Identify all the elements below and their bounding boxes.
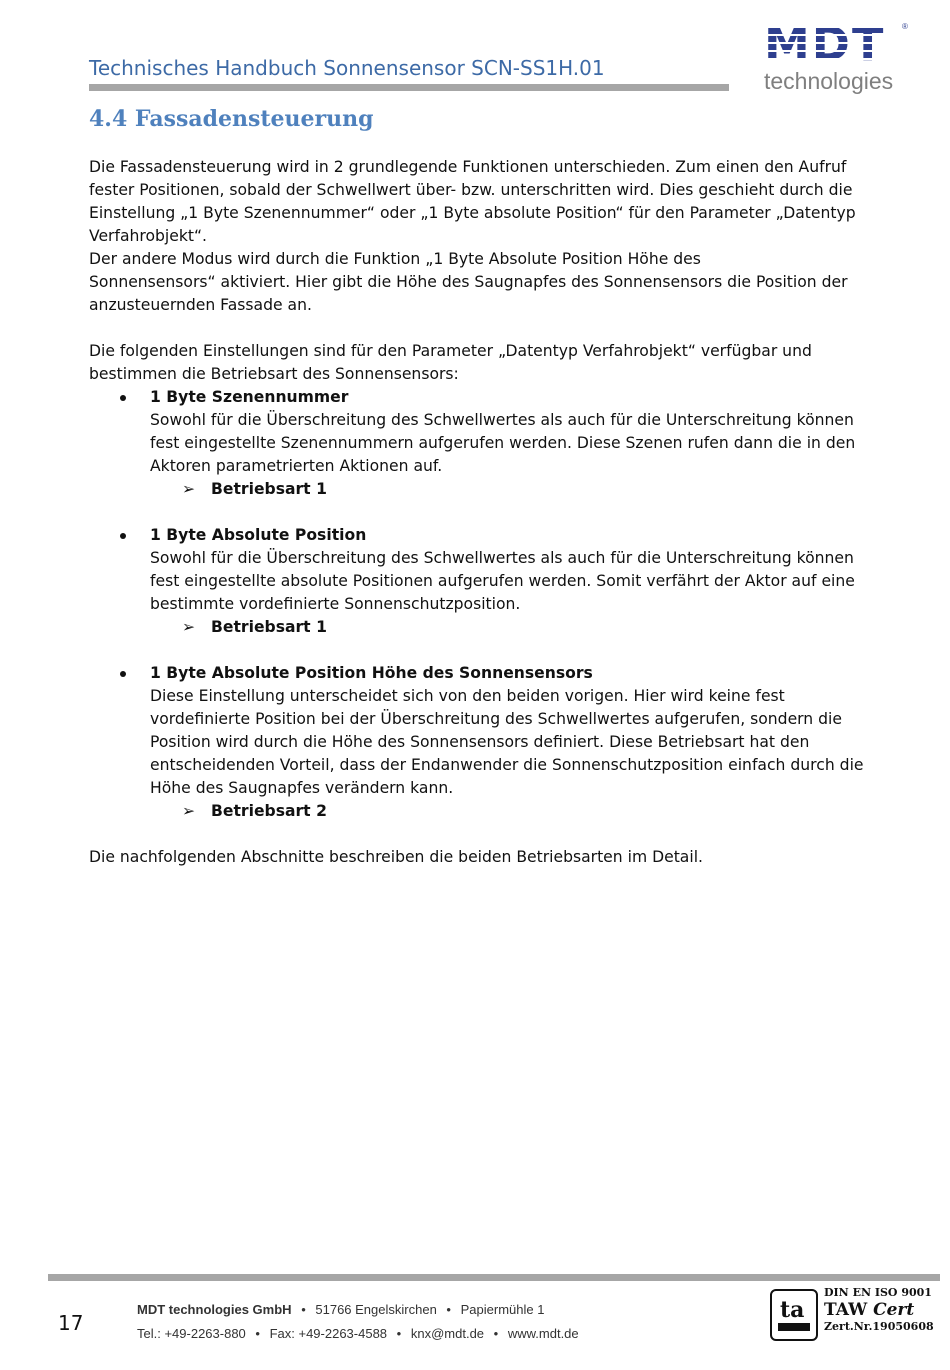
cert-logo-text: ta xyxy=(780,1297,805,1323)
settings-line: bestimmen die Betriebsart des Sonnensensors: xyxy=(89,365,459,383)
list-item-text: Höhe des Saugnapfes verändern kann. xyxy=(150,779,454,797)
list-item-text: Position wird durch die Höhe des Sonnensensors definiert. Diese Betriebsart hat den xyxy=(150,733,810,751)
registered-mark: ® xyxy=(902,22,908,31)
intro-line: Die Fassadensteuerung wird in 2 grundlegende Funktionen unterschieden. Zum einen den Aufruf xyxy=(89,158,847,176)
certification-block xyxy=(824,1286,934,1334)
intro-line: Einstellung „1 Byte Szenennummer“ oder „1 Byte absolute Position“ für den Parameter „Datentyp xyxy=(89,204,856,222)
arrowhead-right-icon: ➢ xyxy=(182,618,196,636)
arrowhead-right-icon: ➢ xyxy=(182,480,196,498)
cert-organization xyxy=(824,1300,934,1320)
footer-contact xyxy=(137,1326,579,1341)
list-item-text: Sowohl für die Überschreitung des Schwellwertes als auch für die Unterschreitung können xyxy=(150,549,854,567)
intro-line: Der andere Modus wird durch die Funktion „1 Byte Absolute Position Höhe des xyxy=(89,250,701,268)
bullet-dot-icon xyxy=(120,533,126,539)
footer-separator: • xyxy=(301,1302,306,1317)
list-item-title: 1 Byte Szenennummer xyxy=(150,388,349,406)
footer-company: MDT technologies GmbH xyxy=(137,1302,292,1317)
footer-fax: Fax: +49-2263-4588 xyxy=(269,1326,388,1341)
footer-separator: • xyxy=(255,1326,260,1341)
sub-item-label: Betriebsart 2 xyxy=(211,802,327,820)
cert-number: Zert.Nr.19050608 xyxy=(824,1320,934,1333)
footer-divider xyxy=(48,1274,940,1281)
bullet-dot-icon xyxy=(120,395,126,401)
logo-subtitle: technologies xyxy=(764,68,894,94)
spacer xyxy=(89,639,869,662)
intro-line: anzusteuernden Fassade an. xyxy=(89,296,312,314)
spacer xyxy=(89,317,869,340)
body-content xyxy=(89,156,869,869)
sub-item-betriebsart xyxy=(89,800,869,823)
logo-wordmark: MDT xyxy=(764,17,886,71)
footer-separator: • xyxy=(446,1302,451,1317)
intro-line: fester Positionen, sobald der Schwellwert über- bzw. unterschritten wird. Dies geschieht durch die xyxy=(89,181,853,199)
footer-city: 51766 Engelskirchen xyxy=(315,1302,437,1317)
sub-item-betriebsart xyxy=(89,478,869,501)
list-item-text: entscheidenden Vorteil, dass der Endanwender die Sonnenschutzposition einfach durch die xyxy=(150,756,864,774)
closing-paragraph: Die nachfolgenden Abschnitte beschreiben die beiden Betriebsarten im Detail. xyxy=(89,848,703,866)
sub-item-betriebsart xyxy=(89,616,869,639)
cert-standard: DIN EN ISO 9001 xyxy=(824,1286,932,1299)
list-item-text: bestimmte vordefinierte Sonnenschutzposition. xyxy=(150,595,521,613)
mdt-logo xyxy=(762,17,912,100)
list-item-absolute-position xyxy=(89,524,869,616)
list-item-text: Aktoren parametrierten Aktionen auf. xyxy=(150,457,443,475)
footer-web-link[interactable]: www.mdt.de xyxy=(507,1326,579,1341)
list-item-text: Sowohl für die Überschreitung des Schwellwertes als auch für die Unterschreitung können xyxy=(150,411,854,429)
document-title: Technisches Handbuch Sonnensensor SCN-SS1H.01 xyxy=(89,56,605,80)
sub-item-label: Betriebsart 1 xyxy=(211,618,327,636)
list-item-title: 1 Byte Absolute Position Höhe des Sonnensensors xyxy=(150,664,593,682)
footer-address xyxy=(137,1302,544,1317)
page-number: 17 xyxy=(58,1311,84,1335)
list-item-text: fest eingestellte absolute Positionen aufgerufen werden. Somit verfährt der Aktor auf eine xyxy=(150,572,855,590)
footer-phone: Tel.: +49-2263-880 xyxy=(137,1326,246,1341)
list-item-position-hoehe xyxy=(89,662,869,800)
cert-org-prefix: TAW xyxy=(824,1300,868,1320)
sub-item-label: Betriebsart 1 xyxy=(211,480,327,498)
intro-line: Sonnensensors“ aktiviert. Hier gibt die Höhe des Saugnapfes des Sonnensensors die Position der xyxy=(89,273,848,291)
section-heading: 4.4 Fassadensteuerung xyxy=(89,106,374,132)
header-divider xyxy=(89,84,729,91)
settings-line: Die folgenden Einstellungen sind für den Parameter „Datentyp Verfahrobjekt“ verfügbar und xyxy=(89,342,812,360)
taw-cert-logo-icon xyxy=(770,1289,818,1341)
cert-logo-bar xyxy=(778,1323,810,1331)
footer-separator: • xyxy=(493,1326,499,1341)
footer-email-link[interactable]: knx@mdt.de xyxy=(410,1326,485,1341)
footer-street: Papiermühle 1 xyxy=(460,1302,545,1317)
arrowhead-right-icon: ➢ xyxy=(182,802,196,820)
list-item-text: fest eingestellte Szenennummern aufgerufen werden. Diese Szenen rufen dann die in den xyxy=(150,434,856,452)
list-item-text: Diese Einstellung unterscheidet sich von den beiden vorigen. Hier wird keine fest xyxy=(150,687,785,705)
bullet-dot-icon xyxy=(120,671,126,677)
list-item-text: vordefinierte Position bei der Überschreitung des Schwellwertes aufgerufen, sondern die xyxy=(150,710,842,728)
cert-org-word: Cert xyxy=(873,1300,915,1320)
spacer xyxy=(89,501,869,524)
footer-separator: • xyxy=(396,1326,402,1341)
intro-line: Verfahrobjekt“. xyxy=(89,227,208,245)
list-item-szenennummer xyxy=(89,386,869,478)
spacer xyxy=(89,823,869,846)
list-item-title: 1 Byte Absolute Position xyxy=(150,526,367,544)
